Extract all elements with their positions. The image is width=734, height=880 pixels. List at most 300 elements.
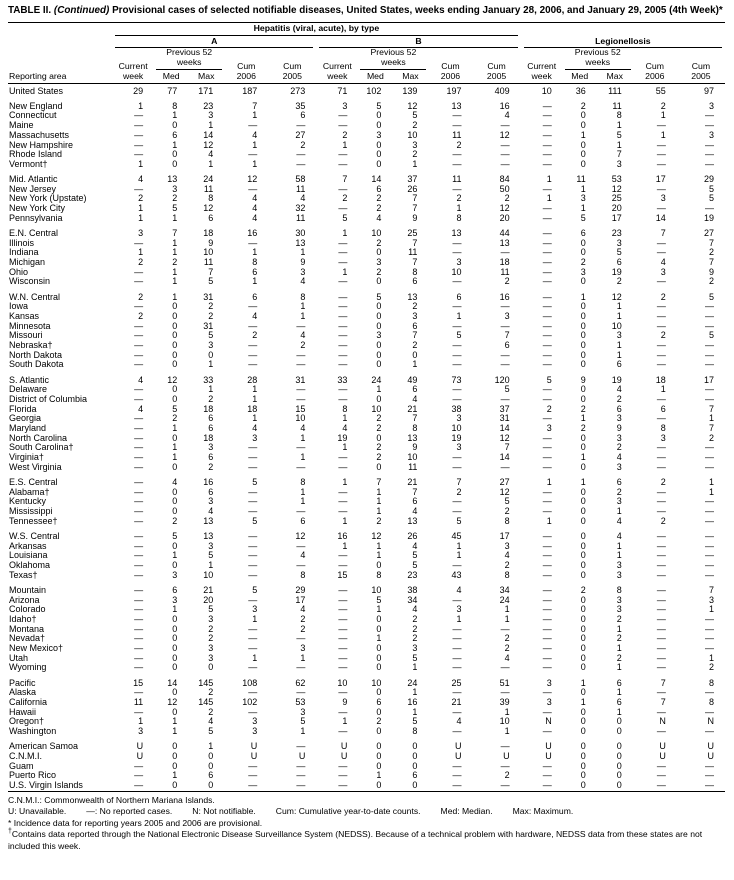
table-row bbox=[8, 727, 725, 737]
value-cell: 12 bbox=[611, 184, 622, 194]
reporting-area-cell: South Carolina† bbox=[9, 443, 74, 453]
value-cell: — bbox=[452, 341, 462, 351]
reporting-area-cell: C.N.M.I. bbox=[9, 751, 42, 761]
value-cell: — bbox=[338, 184, 348, 194]
value-cell: 1 bbox=[708, 605, 714, 615]
value-cell: — bbox=[134, 433, 144, 443]
table-row bbox=[8, 708, 725, 718]
value-cell: — bbox=[338, 585, 348, 595]
value-cell: 0 bbox=[376, 624, 382, 634]
value-cell: 3 bbox=[616, 570, 622, 580]
value-cell: 1 bbox=[376, 385, 382, 395]
value-cell: 5 bbox=[252, 477, 258, 487]
value-cell: 19 bbox=[451, 433, 462, 443]
value-cell: 0 bbox=[580, 507, 586, 517]
value-cell: 0 bbox=[412, 350, 418, 360]
value-cell: 2 bbox=[504, 771, 510, 781]
value-cell: — bbox=[542, 561, 552, 570]
value-cell: 18 bbox=[203, 404, 214, 414]
value-cell: — bbox=[338, 350, 348, 360]
reporting-area-cell: Nevada† bbox=[9, 634, 46, 644]
value-cell: — bbox=[705, 453, 714, 463]
value-cell: — bbox=[248, 561, 258, 570]
value-cell: 20 bbox=[611, 204, 622, 214]
legionellosis-label: Legionellosis bbox=[524, 37, 722, 49]
value-cell: — bbox=[542, 688, 552, 698]
value-cell: 2 bbox=[138, 292, 144, 302]
value-cell: 0 bbox=[172, 311, 178, 321]
value-cell: — bbox=[134, 453, 144, 463]
value-cell: 0 bbox=[580, 561, 586, 570]
value-cell: 2 bbox=[504, 277, 510, 287]
value-cell: 0 bbox=[376, 751, 382, 761]
value-cell: 19 bbox=[337, 433, 348, 443]
value-cell: 9 bbox=[616, 424, 622, 434]
value-cell: 25 bbox=[611, 194, 622, 204]
year-2005-label: 2005 bbox=[691, 70, 711, 81]
value-cell: — bbox=[134, 585, 144, 595]
value-cell: 1 bbox=[708, 477, 714, 487]
reporting-area-cell: New York (Upstate) bbox=[9, 194, 87, 204]
value-cell: 2 bbox=[208, 624, 214, 634]
value-cell: 0 bbox=[616, 771, 622, 781]
value-cell: 6 bbox=[208, 414, 214, 424]
value-cell: 18 bbox=[499, 258, 510, 268]
hepatitis-a-label: A bbox=[115, 37, 313, 49]
reporting-area-cell: Florida bbox=[9, 404, 37, 414]
value-cell: 2 bbox=[616, 277, 622, 287]
value-cell: 0 bbox=[580, 605, 586, 615]
value-cell: 17 bbox=[499, 531, 510, 541]
value-cell: 0 bbox=[580, 443, 586, 453]
value-cell: 2 bbox=[412, 341, 418, 351]
value-cell: 9 bbox=[300, 258, 306, 268]
value-cell: 6 bbox=[616, 678, 622, 688]
value-cell: 29 bbox=[703, 175, 714, 185]
value-cell: 31 bbox=[499, 414, 510, 424]
value-cell: 4 bbox=[504, 653, 510, 663]
value-cell: 3 bbox=[616, 605, 622, 615]
reporting-area-cell: Kentucky bbox=[9, 497, 47, 507]
value-cell: — bbox=[542, 727, 552, 737]
reporting-area-cell: Connecticut bbox=[9, 111, 57, 121]
value-cell: — bbox=[500, 663, 510, 673]
value-cell: 37 bbox=[407, 175, 418, 185]
value-cell: — bbox=[542, 551, 552, 561]
value-cell: 1 bbox=[376, 771, 382, 781]
value-cell: — bbox=[338, 321, 348, 331]
value-cell: 4 bbox=[504, 551, 510, 561]
value-cell: 0 bbox=[208, 350, 214, 360]
value-cell: 3 bbox=[208, 541, 214, 551]
value-cell: 7 bbox=[660, 678, 666, 688]
value-cell: 3 bbox=[546, 678, 552, 688]
value-cell: — bbox=[705, 541, 714, 551]
value-cell: 0 bbox=[376, 360, 382, 370]
value-cell: 6 bbox=[208, 487, 214, 497]
value-cell: 1 bbox=[208, 159, 214, 169]
value-cell: 7 bbox=[708, 585, 714, 595]
value-cell: 2 bbox=[208, 634, 214, 644]
value-cell: — bbox=[705, 531, 714, 541]
value-cell: — bbox=[656, 140, 666, 150]
legend-max: Max: Maximum. bbox=[512, 806, 574, 817]
value-cell: 0 bbox=[172, 644, 178, 654]
value-cell: 3 bbox=[616, 595, 622, 605]
value-cell: 18 bbox=[203, 433, 214, 443]
value-cell: 6 bbox=[300, 516, 306, 526]
value-cell: — bbox=[542, 487, 552, 497]
table-row bbox=[8, 453, 725, 463]
reporting-area-cell: Delaware bbox=[9, 385, 48, 395]
value-cell: — bbox=[134, 477, 144, 487]
reporting-area-cell: Illinois bbox=[9, 238, 35, 248]
value-cell: 1 bbox=[342, 516, 348, 526]
value-cell: — bbox=[248, 497, 258, 507]
value-cell: — bbox=[705, 111, 714, 121]
value-cell: — bbox=[542, 707, 552, 717]
value-cell: — bbox=[542, 570, 552, 580]
table-row bbox=[8, 542, 725, 552]
reporting-area-cell: Maryland bbox=[9, 424, 47, 434]
value-cell: 11 bbox=[295, 213, 306, 223]
value-cell: 1 bbox=[660, 111, 666, 121]
value-cell: — bbox=[542, 360, 552, 370]
value-cell: 27 bbox=[703, 228, 714, 238]
value-cell: 5 bbox=[376, 292, 382, 302]
value-cell: 2 bbox=[342, 194, 348, 204]
value-cell: 1 bbox=[172, 551, 178, 561]
value-cell: 2 bbox=[616, 614, 622, 624]
value-cell: 1 bbox=[708, 414, 714, 424]
value-cell: 3 bbox=[412, 140, 418, 150]
value-cell: 11 bbox=[295, 184, 306, 194]
value-cell: 7 bbox=[412, 487, 418, 497]
value-cell: — bbox=[542, 634, 552, 644]
value-cell: — bbox=[248, 570, 258, 580]
value-cell: 10 bbox=[541, 85, 552, 96]
value-cell: 3 bbox=[616, 238, 622, 248]
value-cell: 171 bbox=[198, 85, 214, 96]
legionellosis-group-spacer bbox=[521, 22, 725, 35]
value-cell: 1 bbox=[546, 194, 552, 204]
value-cell: — bbox=[338, 111, 348, 121]
table-row bbox=[8, 497, 725, 507]
value-cell: 5 bbox=[504, 497, 510, 507]
value-cell: 0 bbox=[580, 551, 586, 561]
value-cell: 5 bbox=[376, 101, 382, 111]
value-cell: 11 bbox=[408, 462, 418, 472]
value-cell: — bbox=[338, 551, 348, 561]
value-cell: 36 bbox=[575, 85, 586, 96]
value-cell: 1 bbox=[580, 184, 586, 194]
reporting-area-cell: Wisconsin bbox=[9, 277, 51, 287]
value-cell: 1 bbox=[456, 311, 462, 321]
value-cell: 7 bbox=[252, 101, 258, 111]
value-cell: — bbox=[134, 624, 144, 634]
value-cell: 2 bbox=[708, 663, 714, 673]
table-row bbox=[8, 605, 725, 615]
table-row bbox=[8, 239, 725, 249]
value-cell: 11 bbox=[133, 697, 144, 707]
value-cell: 1 bbox=[172, 443, 178, 453]
value-cell: 6 bbox=[300, 111, 306, 121]
value-cell: — bbox=[338, 707, 348, 717]
table-row bbox=[8, 204, 725, 214]
value-cell: 11 bbox=[452, 130, 462, 140]
value-cell: 24 bbox=[203, 175, 214, 185]
value-cell: 8 bbox=[208, 194, 214, 204]
value-cell: 27 bbox=[499, 477, 510, 487]
value-cell: — bbox=[705, 341, 714, 351]
value-cell: 4 bbox=[252, 213, 258, 223]
value-cell: — bbox=[248, 531, 258, 541]
legionellosis-cum-2006-header bbox=[633, 48, 677, 83]
value-cell: — bbox=[338, 624, 348, 634]
value-cell: — bbox=[248, 321, 258, 331]
value-cell: 16 bbox=[247, 228, 258, 238]
reporting-area-cell: West Virginia bbox=[9, 462, 62, 472]
value-cell: — bbox=[542, 321, 552, 331]
reporting-area-cell: Utah bbox=[9, 653, 29, 663]
value-cell: 10 bbox=[371, 228, 382, 238]
value-cell: — bbox=[542, 292, 552, 302]
value-cell: — bbox=[542, 585, 552, 595]
value-cell: — bbox=[705, 311, 714, 321]
value-cell: 4 bbox=[342, 424, 348, 434]
value-cell: — bbox=[452, 771, 462, 781]
value-cell: 9 bbox=[580, 375, 586, 385]
value-cell: — bbox=[705, 507, 714, 517]
value-cell: 8 bbox=[412, 424, 418, 434]
value-cell: 30 bbox=[295, 228, 306, 238]
value-cell: — bbox=[542, 443, 552, 453]
value-cell: — bbox=[705, 516, 714, 526]
value-cell: 2 bbox=[580, 258, 586, 268]
value-cell: 1 bbox=[376, 634, 382, 644]
value-cell: 14 bbox=[655, 213, 666, 223]
value-cell: 1 bbox=[300, 487, 306, 497]
value-cell: — bbox=[500, 742, 510, 752]
table-body bbox=[8, 84, 725, 792]
value-cell: 0 bbox=[376, 462, 382, 472]
value-cell: 11 bbox=[500, 267, 510, 277]
value-cell: 0 bbox=[376, 433, 382, 443]
value-cell: 0 bbox=[580, 614, 586, 624]
value-cell: U bbox=[340, 742, 348, 752]
table-row bbox=[8, 150, 725, 160]
value-cell: — bbox=[134, 394, 144, 404]
value-cell: 5 bbox=[412, 551, 418, 561]
value-cell: 1 bbox=[208, 561, 214, 570]
value-cell: 6 bbox=[412, 385, 418, 395]
value-cell: 10 bbox=[371, 585, 382, 595]
value-cell: 5 bbox=[412, 717, 418, 727]
value-cell: 1 bbox=[580, 414, 586, 424]
value-cell: — bbox=[338, 653, 348, 663]
value-cell: 2 bbox=[412, 634, 418, 644]
value-cell: — bbox=[705, 204, 714, 214]
value-cell: — bbox=[248, 771, 258, 781]
value-cell: 0 bbox=[172, 541, 178, 551]
value-cell: 2 bbox=[376, 204, 382, 214]
value-cell: 0 bbox=[376, 663, 382, 673]
value-cell: 1 bbox=[172, 213, 178, 223]
reporting-area-cell: Maine bbox=[9, 121, 34, 131]
value-cell: — bbox=[134, 761, 144, 771]
reporting-area-cell: Alaska bbox=[9, 688, 37, 698]
value-cell: 2 bbox=[208, 707, 214, 717]
value-cell: 1 bbox=[376, 497, 382, 507]
value-cell: — bbox=[134, 331, 144, 341]
value-cell: 3 bbox=[708, 595, 714, 605]
hepatitis-group-header bbox=[112, 22, 521, 35]
table-row bbox=[8, 532, 725, 542]
value-cell: — bbox=[705, 394, 714, 404]
value-cell: 1 bbox=[376, 551, 382, 561]
value-cell: — bbox=[248, 507, 258, 517]
value-cell: 0 bbox=[616, 780, 622, 790]
value-cell: — bbox=[542, 311, 552, 321]
value-cell: 0 bbox=[172, 751, 178, 761]
value-cell: 0 bbox=[580, 595, 586, 605]
value-cell: — bbox=[656, 462, 666, 472]
value-cell: 111 bbox=[608, 85, 622, 96]
value-cell: 1 bbox=[616, 624, 622, 634]
value-cell: 1 bbox=[300, 497, 306, 507]
value-cell: — bbox=[338, 258, 348, 268]
value-cell: — bbox=[542, 159, 552, 169]
value-cell: 0 bbox=[376, 350, 382, 360]
value-cell: 1 bbox=[376, 541, 382, 551]
value-cell: 1 bbox=[546, 477, 552, 487]
value-cell: 3 bbox=[616, 497, 622, 507]
table-row bbox=[8, 752, 725, 762]
value-cell: — bbox=[296, 121, 306, 131]
value-cell: 15 bbox=[133, 678, 144, 688]
value-cell: 9 bbox=[208, 238, 214, 248]
reporting-area-cell: District of Columbia bbox=[9, 394, 88, 404]
value-cell: — bbox=[656, 414, 666, 424]
value-cell: 108 bbox=[242, 678, 258, 688]
value-cell: 12 bbox=[407, 101, 418, 111]
value-cell: 1 bbox=[208, 742, 214, 752]
value-cell: 0 bbox=[580, 531, 586, 541]
value-cell: 0 bbox=[172, 360, 178, 370]
value-cell: 3 bbox=[708, 101, 714, 111]
value-cell: — bbox=[134, 561, 144, 570]
hep-b-max-header: Max bbox=[402, 70, 419, 81]
value-cell: — bbox=[338, 394, 348, 404]
value-cell: — bbox=[248, 688, 258, 698]
value-cell: 0 bbox=[580, 277, 586, 287]
value-cell: 4 bbox=[616, 516, 622, 526]
value-cell: 1 bbox=[412, 688, 418, 698]
reporting-area-label: Reporting area bbox=[9, 70, 67, 81]
table-row bbox=[8, 194, 725, 204]
value-cell: 1 bbox=[456, 551, 462, 561]
value-cell: — bbox=[248, 595, 258, 605]
value-cell: — bbox=[542, 248, 552, 258]
value-cell: 3 bbox=[208, 653, 214, 663]
table-row bbox=[8, 717, 725, 727]
table-row bbox=[8, 561, 725, 571]
value-cell: — bbox=[452, 727, 462, 737]
table-row bbox=[8, 762, 725, 772]
value-cell: 0 bbox=[172, 341, 178, 351]
value-cell: 7 bbox=[208, 267, 214, 277]
value-cell: — bbox=[452, 462, 462, 472]
reporting-area-cell: New Jersey bbox=[9, 184, 57, 194]
value-cell: 1 bbox=[376, 487, 382, 497]
value-cell: 4 bbox=[412, 605, 418, 615]
value-cell: 1 bbox=[172, 292, 178, 302]
value-cell: — bbox=[338, 385, 348, 395]
table-row bbox=[8, 258, 725, 268]
value-cell: 23 bbox=[203, 101, 214, 111]
value-cell: 1 bbox=[580, 678, 586, 688]
value-cell: 7 bbox=[456, 477, 462, 487]
value-cell: 0 bbox=[376, 248, 382, 258]
value-cell: — bbox=[338, 761, 348, 771]
value-cell: 2 bbox=[504, 507, 510, 517]
legend-cum: Cum: Cumulative year-to-date counts. bbox=[275, 806, 421, 817]
value-cell: 0 bbox=[172, 331, 178, 341]
value-cell: 0 bbox=[172, 433, 178, 443]
reporting-area-cell: E.S. Central bbox=[9, 477, 58, 487]
value-cell: — bbox=[452, 277, 462, 287]
value-cell: — bbox=[542, 497, 552, 507]
value-cell: 2 bbox=[208, 394, 214, 404]
value-cell: 0 bbox=[412, 751, 418, 761]
value-cell: 4 bbox=[616, 453, 622, 463]
value-cell: — bbox=[248, 350, 258, 360]
value-cell: — bbox=[656, 360, 666, 370]
table-row bbox=[8, 488, 725, 498]
value-cell: 53 bbox=[611, 175, 622, 185]
value-cell: 2 bbox=[412, 614, 418, 624]
value-cell: — bbox=[656, 780, 666, 790]
value-cell: 11 bbox=[203, 258, 214, 268]
year-2005-label: 2005 bbox=[486, 70, 507, 81]
table-row bbox=[8, 634, 725, 644]
value-cell: 1 bbox=[546, 516, 552, 526]
value-cell: — bbox=[656, 394, 666, 404]
value-cell: 6 bbox=[660, 404, 666, 414]
value-cell: — bbox=[134, 341, 144, 351]
value-cell: — bbox=[500, 248, 510, 258]
year-2006-label: 2006 bbox=[236, 70, 256, 81]
value-cell: 1 bbox=[208, 385, 214, 395]
value-cell: — bbox=[656, 771, 666, 781]
value-cell: 43 bbox=[451, 570, 462, 580]
table-row bbox=[8, 771, 725, 781]
value-cell: — bbox=[542, 140, 552, 150]
value-cell: 9 bbox=[412, 213, 418, 223]
previous-52-label: Previous 52 weeks bbox=[360, 48, 426, 69]
value-cell: 7 bbox=[342, 175, 348, 185]
value-cell: 1 bbox=[172, 717, 178, 727]
value-cell: 4 bbox=[300, 331, 306, 341]
value-cell: 10 bbox=[407, 453, 418, 463]
value-cell: 1 bbox=[172, 111, 178, 121]
value-cell: — bbox=[542, 130, 552, 140]
value-cell: — bbox=[656, 585, 666, 595]
value-cell: — bbox=[656, 551, 666, 561]
legionellosis-med-header: Med bbox=[571, 70, 589, 81]
value-cell: 2 bbox=[376, 717, 382, 727]
value-cell: 1 bbox=[208, 360, 214, 370]
